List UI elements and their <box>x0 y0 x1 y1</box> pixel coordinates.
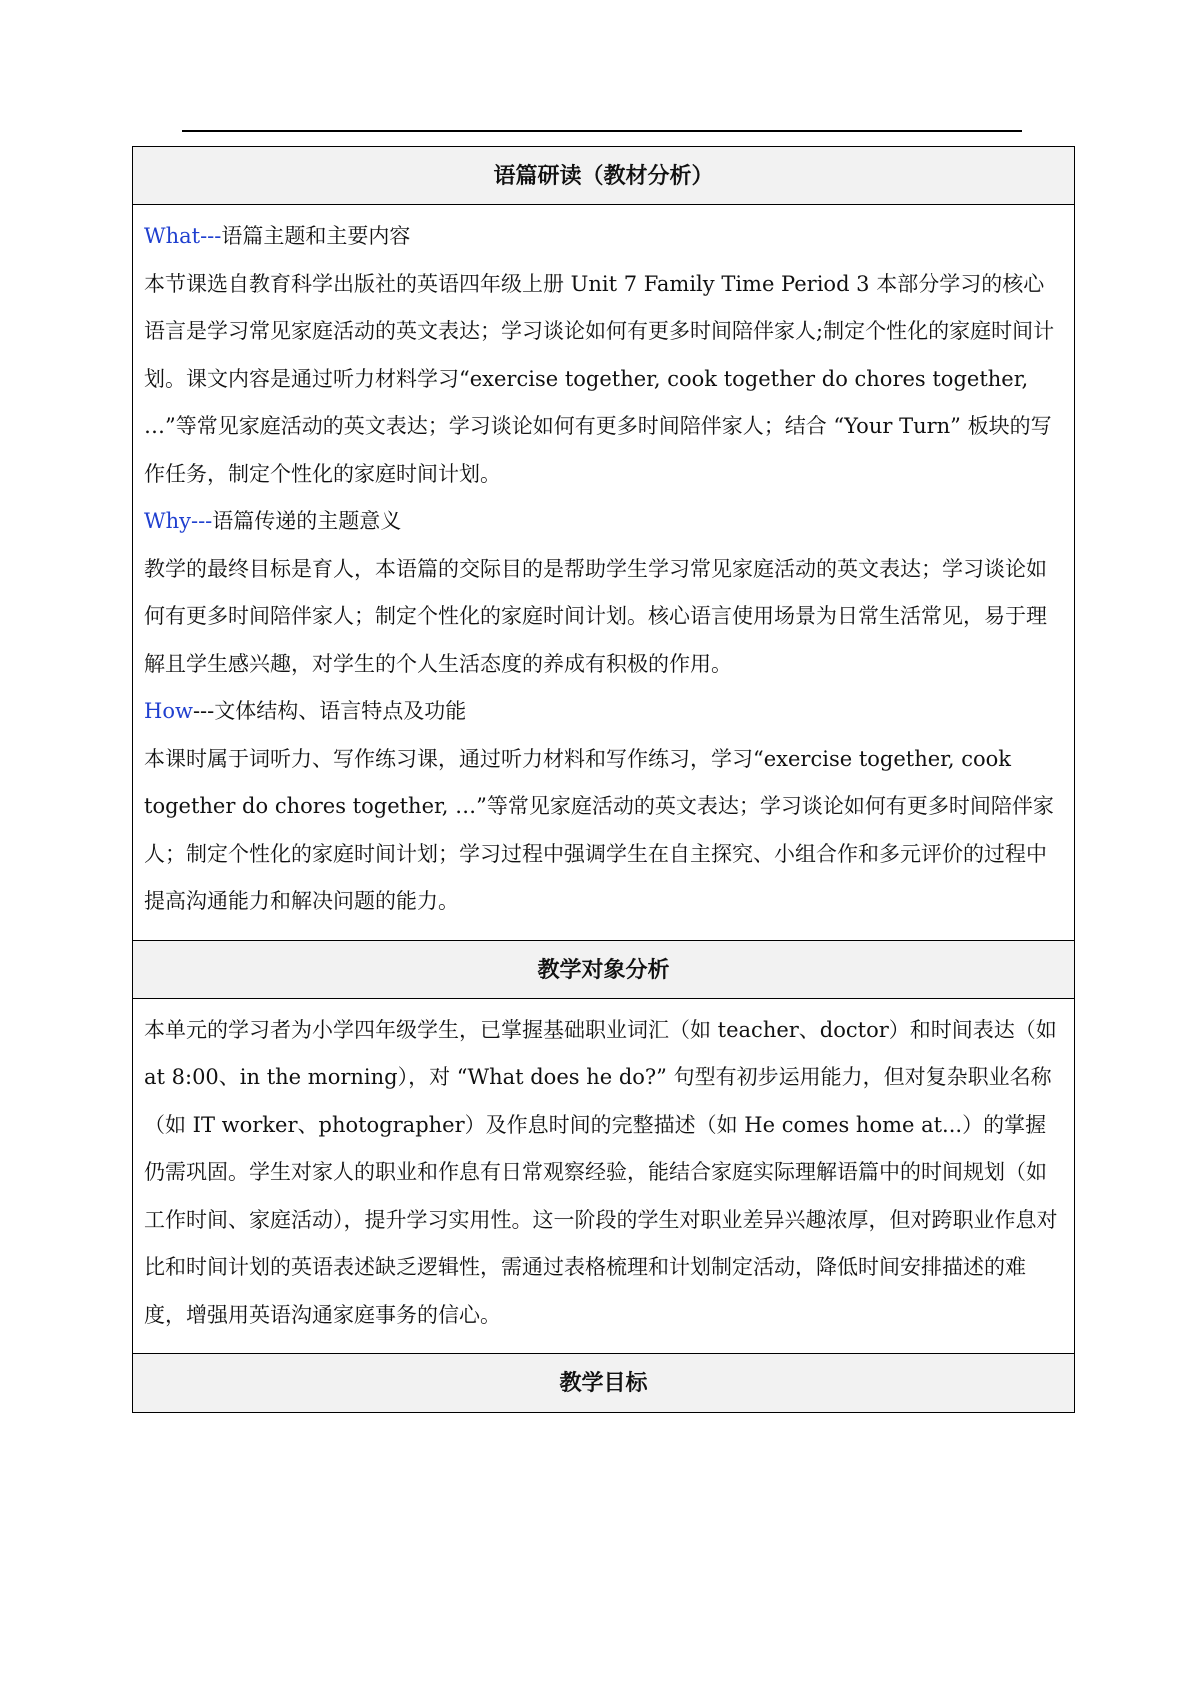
why-paragraph: 教学的最终目标是育人，本语篇的交际目的是帮助学生学习常见家庭活动的英文表达；学习谈论如何有更多时间陪伴家人；制定个性化的家庭时间计划。核心语言使用场景为日常生活常见，易于理解且学生感兴趣，对学生的个人生活态度的养成有积极的作用。 <box>144 556 1047 676</box>
section-body-student-analysis <box>133 999 1074 1355</box>
how-heading: ---文体结构、语言特点及功能 <box>192 699 467 723</box>
what-subheading <box>144 213 1063 261</box>
why-subheading <box>144 498 1063 546</box>
why-heading: 语篇传递的主题意义 <box>212 509 402 533</box>
lesson-plan-table <box>132 146 1075 1413</box>
student-analysis-paragraph: 本单元的学习者为小学四年级学生，已掌握基础职业词汇（如 teacher、doctor）和时间表达（如 at 8:00、in the morning），对 “What does he do?” 句型有初步运用能力，但对复杂职业名称（如 IT worker、photographer）及作息时间的完整描述（如 He comes home at...）的掌握仍需巩固。学生对家人的职业和作息有日常观察经验，能结合家庭实际理解语篇中的时间规划（如工作时间、家庭活动），提升学习实用性。这一阶段的学生对职业差异兴趣浓厚，但对跨职业作息对比和时间计划的英语表述缺乏逻辑性，需通过表格梳理和计划制定活动，降低时间安排描述的难度，增强用英语沟通家庭事务的信心。 <box>144 1017 1058 1327</box>
how-paragraph: 本课时属于词听力、写作练习课，通过听力材料和写作练习，学习“exercise together, cook together do chores together, …”等常见家庭活动的英文表达；学习谈论如何有更多时间陪伴家人；制定个性化的家庭时间计划；学习过程中强调学生在自主探究、小组合作和多元评价的过程中提高沟通能力和解决问题的能力。 <box>144 746 1054 913</box>
section-title-text-analysis: 语篇研读（教材分析） <box>133 147 1074 205</box>
what-paragraph: 本节课选自教育科学出版社的英语四年级上册 Unit 7 Family Time Period 3 本部分学习的核心语言是学习常见家庭活动的英文表达；学习谈论如何有更多时间陪伴家人;制定个性化的家庭时间计划。课文内容是通过听力材料学习“exercise together, cook together do chores together, …”等常见家庭活动的英文表达；学习谈论如何有更多时间陪伴家人；结合 “Your Turn” 板块的写作任务，制定个性化的家庭时间计划。 <box>144 271 1055 486</box>
how-subheading <box>144 688 1063 736</box>
why-keyword: Why--- <box>144 509 213 533</box>
how-keyword: How <box>144 699 193 723</box>
what-keyword: What--- <box>144 224 222 248</box>
what-heading: 语篇主题和主要内容 <box>221 224 411 248</box>
section-title-teaching-goals: 教学目标 <box>133 1354 1074 1412</box>
section-body-text-analysis <box>133 205 1074 941</box>
header-rule <box>182 130 1022 132</box>
section-title-student-analysis: 教学对象分析 <box>133 941 1074 999</box>
